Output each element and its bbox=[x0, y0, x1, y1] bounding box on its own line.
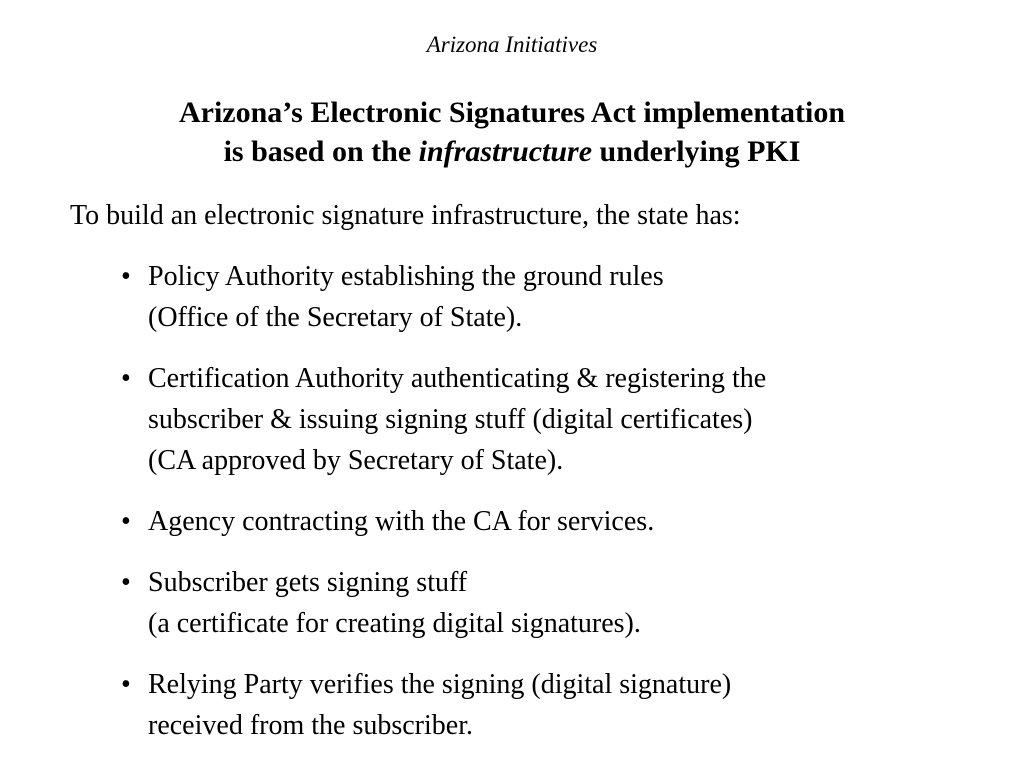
bullet-line: Policy Authority establishing the ground rules bbox=[148, 261, 664, 292]
intro-text: To build an electronic signature infrastructure, the state has: bbox=[70, 200, 741, 231]
bullet-line: (a certificate for creating digital signatures). bbox=[148, 608, 641, 639]
bullet-icon: • bbox=[121, 261, 131, 292]
bullet-line: Certification Authority authenticating & registering the bbox=[148, 363, 767, 394]
bullet-item-relying-party bbox=[121, 664, 1001, 746]
slide-header: Arizona Initiatives bbox=[426, 32, 598, 57]
title-line-2-start: is based on the bbox=[223, 135, 419, 168]
bullet-line: Relying Party verifies the signing (digital signature) bbox=[148, 669, 732, 700]
slide-title bbox=[0, 93, 1024, 171]
bullet-line: Subscriber gets signing stuff bbox=[148, 567, 468, 598]
bullet-item-agency bbox=[121, 501, 1001, 542]
bullet-list bbox=[121, 256, 1001, 766]
title-emphasis: infrastructure bbox=[418, 135, 593, 168]
bullet-line: Agency contracting with the CA for services. bbox=[148, 506, 655, 537]
bullet-icon: • bbox=[121, 363, 131, 394]
bullet-icon: • bbox=[121, 506, 131, 537]
title-line-1: Arizona’s Electronic Signatures Act implementation bbox=[178, 96, 846, 129]
bullet-item-subscriber bbox=[121, 562, 1001, 644]
bullet-icon: • bbox=[121, 567, 131, 598]
bullet-line: (Office of the Secretary of State). bbox=[148, 302, 523, 333]
bullet-line: received from the subscriber. bbox=[148, 710, 473, 741]
bullet-icon: • bbox=[121, 669, 131, 700]
bullet-item-policy-authority bbox=[121, 256, 1001, 338]
title-line-2 bbox=[0, 132, 1024, 171]
bullet-item-certification-authority bbox=[121, 358, 1001, 481]
bullet-line: (CA approved by Secretary of State). bbox=[148, 445, 564, 476]
bullet-line: subscriber & issuing signing stuff (digital certificates) bbox=[148, 404, 753, 435]
title-line-2-end: underlying PKI bbox=[592, 135, 801, 168]
